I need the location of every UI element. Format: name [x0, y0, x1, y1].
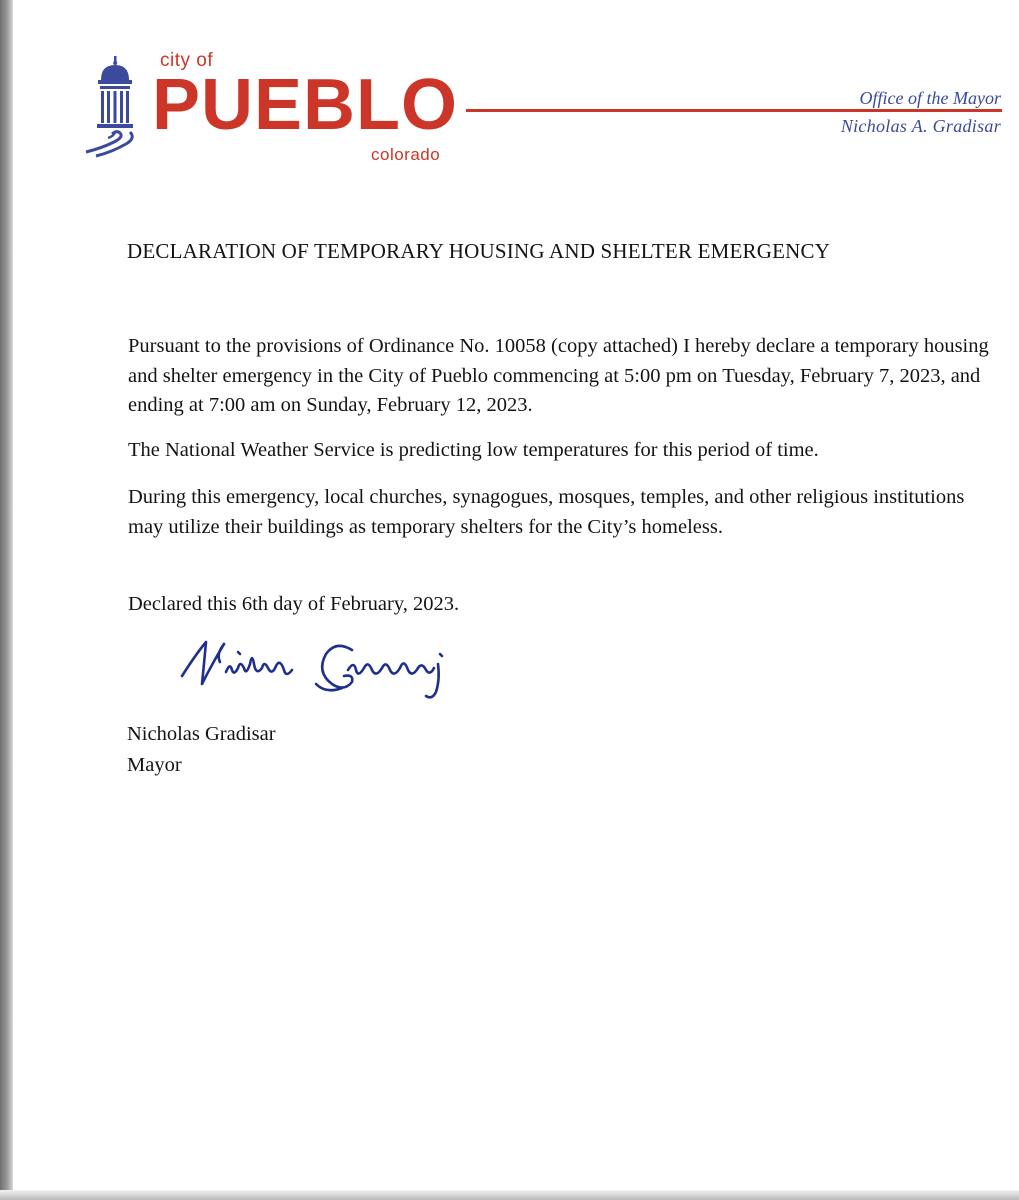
signer-title: Mayor: [127, 754, 182, 776]
paragraph-declaration: Pursuant to the provisions of Ordinance No. 10058 (copy attached) I hereby declare a temporary housing and shelter emergency in the City of Pueblo commencing at 5:00 pm on Tuesday, February 7, 2023, and ending at 7:00 am on Sunday, February 12, 2023.: [128, 335, 989, 416]
office-title: Office of the Mayor: [859, 88, 1001, 108]
document-title: DECLARATION OF TEMPORARY HOUSING AND SHELTER EMERGENCY: [127, 239, 831, 263]
logo-state-text: colorado: [371, 145, 441, 164]
paragraph-declared-date: Declared this 6th day of February, 2023.: [128, 593, 460, 615]
handwritten-signature: [176, 624, 476, 706]
logo-city-of-text: city of: [160, 50, 214, 71]
scan-bottom-edge: [0, 1190, 1019, 1200]
paragraph-weather: The National Weather Service is predicting low temperatures for this period of time.: [128, 439, 819, 461]
paragraph-shelters: During this emergency, local churches, synagogues, mosques, temples, and other religious institutions may utilize their buildings as temporary shelters for the City’s homeless.: [128, 486, 965, 538]
scan-left-edge: [0, 0, 13, 1200]
logo-city-name: PUEBLO: [152, 65, 459, 145]
letterhead-mayor-name: Nicholas A. Gradisar: [840, 116, 1001, 136]
capitol-dome-icon: [84, 56, 146, 158]
signer-name: Nicholas Gradisar: [127, 723, 276, 745]
letterhead-divider: [466, 109, 1002, 112]
